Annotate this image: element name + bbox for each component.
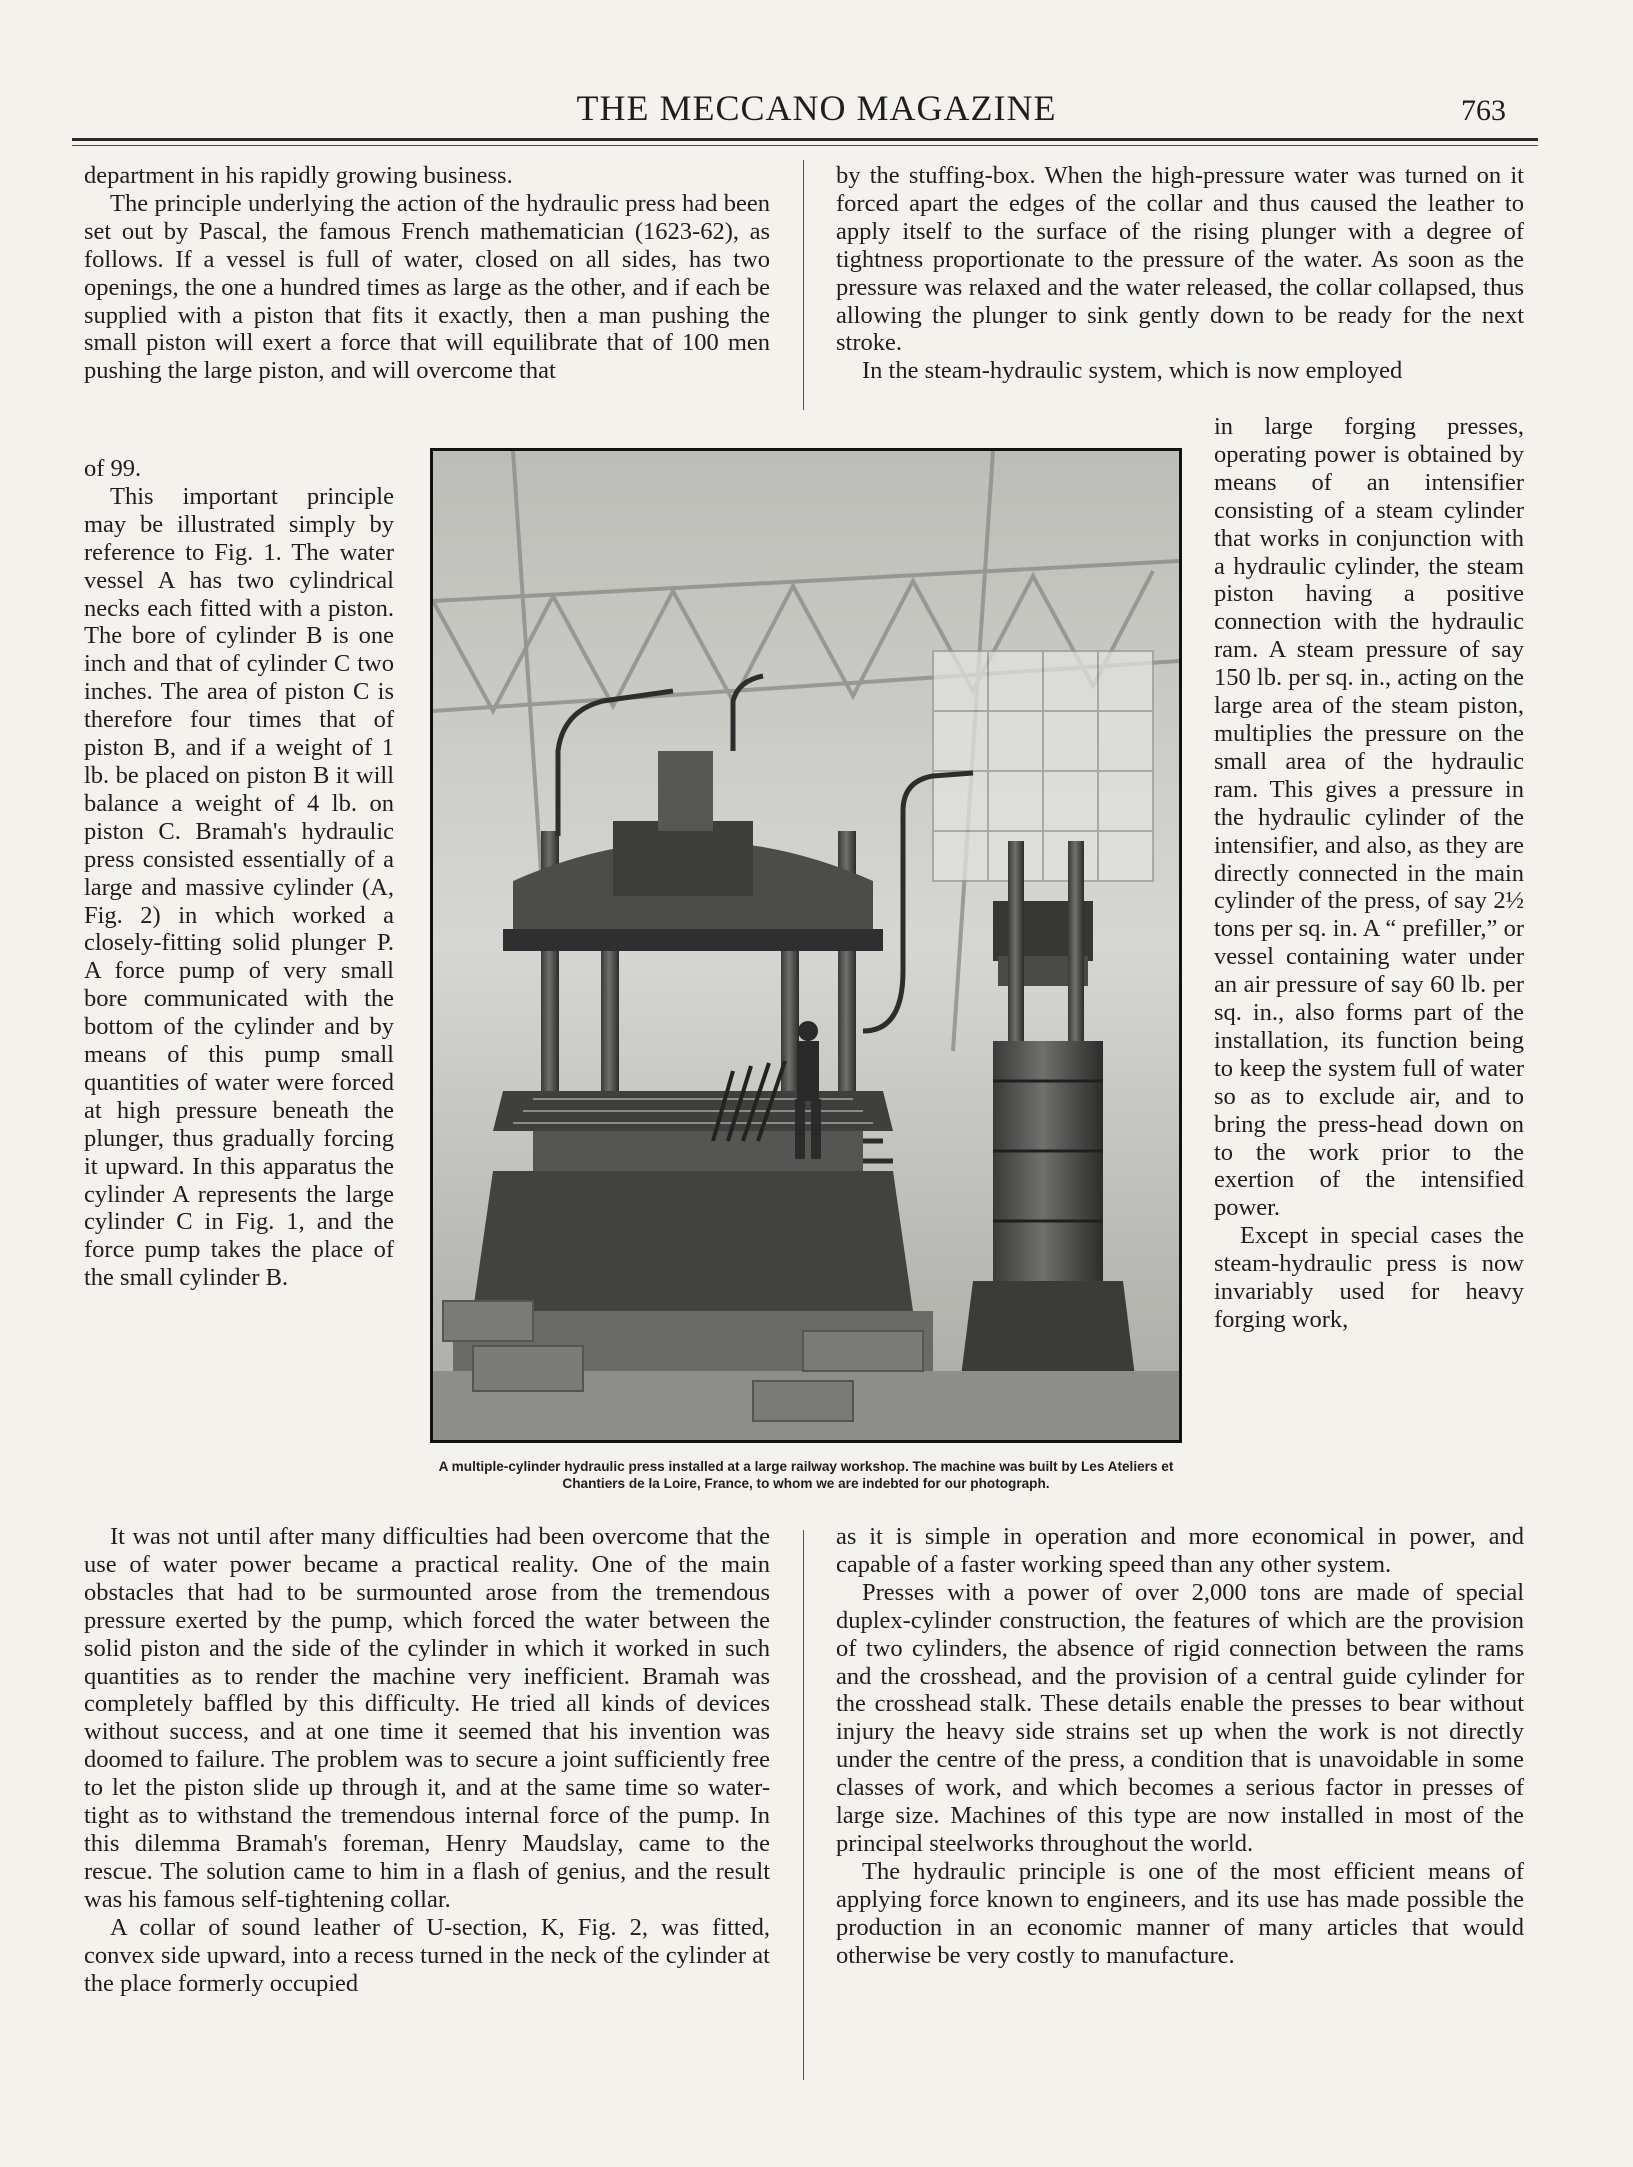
header-rule [72,138,1538,141]
paragraph: in large forging presses, operating power is obtained by means of an intensifier consisting of a steam cylinder that works in conjunction with a hydraulic cylinder, the steam piston having a positive connection with the hydraulic ram. A steam pressure of say 150 lb. per sq. in., acting on the large area of the steam piston, multiplies the pressure on the small area of the hydraulic ram. This gives a pressure in the hydraulic cylinder of the intensifier, and also, as they are directly connected in the main cylinder of the press, of say 2½ tons per sq. in. A “ prefiller,” or vessel containing water under an air pressure of say 60 lb. per sq. in., also forms part of the installation, its function being to keep the system full of water so as to exclude air, and to bring the press-head down on to the work prior to the exertion of the intensified power. [1214,413,1524,1222]
left-column-top [84,162,770,385]
paragraph: Except in special cases the steam-hydraulic press is now invariably used for heavy forging work, [1214,1222,1524,1333]
paragraph: It was not until after many difficulties had been overcome that the use of water power became a practical reality. One of the main obstacles that had to be surmounted arose from the tremendous pressure exerted by the pump, which forced the water between the solid piston and the side of the cylinder in which it worked in such quantities as to render the machine very inefficient. Bramah was completely baffled by this difficulty. He tried all kinds of devices without success, and at one time it seemed that his invention was doomed to failure. The problem was to secure a joint sufficiently free to let the piston slide up through it, and at the same time so water-tight as to withstand the tremendous internal force of the pump. In this dilemma Bramah's foreman, Henry Maudslay, came to the rescue. The solution came to him in a flash of genius, and the result was his famous self-tightening collar. [84,1523,770,1913]
page-number: 763 [1461,94,1506,127]
header-rule-thin [72,145,1538,146]
paragraph: Presses with a power of over 2,000 tons are made of special duplex-cylinder construction, the features of which are the provision of two cylinders, the absence of rigid connection between the rams and the crosshead, and the provision of a central guide cylinder for the crosshead stalk. These details enable the presses to bear without injury the heavy side strains set up when the work is not directly under the centre of the press, a condition that is unavoidable in some classes of work, and which becomes a serious factor in presses of large size. Machines of this type are now installed in most of the principal steelworks throughout the world. [836,1578,1524,1857]
column-divider-top [803,160,804,410]
right-column-narrow [1214,413,1524,1334]
hydraulic-press-photo [430,448,1182,1443]
left-column-bottom [84,1523,770,1997]
paragraph: of 99. [84,455,142,482]
paragraph: by the stuffing-box. When the high-pressure water was turned on it forced apart the edges of the collar and thus caused the leather to apply itself to the surface of the rising plunger with a degree of tightness proportionate to the pressure of the water. As soon as the pressure was relaxed and the water released, the collar collapsed, thus allowing the plunger to sink gently down to be ready for the next stroke. [836,162,1524,357]
paragraph: The hydraulic principle is one of the most efficient means of applying force known to engineers, and its use has made possible the production in an economic manner of many articles that would otherwise be very costly to manufacture. [836,1857,1524,1969]
paragraph: as it is simple in operation and more economical in power, and capable of a faster working speed than any other system. [836,1523,1524,1578]
paragraph: A collar of sound leather of U-section, K, Fig. 2, was fitted, convex side upward, into a recess turned in the neck of the cylinder at the place formerly occupied [84,1913,770,1997]
paragraph: department in his rapidly growing business. [84,162,513,189]
right-column-bottom [836,1523,1524,1970]
right-column-top [836,162,1524,385]
left-column-narrow [84,455,394,1292]
figure-caption: A multiple-cylinder hydraulic press installed at a large railway workshop. The machine was built by Les Ateliers et Chantiers de la Loire, France, to whom we are indebted for our photograph. [438,1459,1174,1491]
paragraph: This important principle may be illustrated simply by reference to Fig. 1. The water vessel A has two cylindrical necks each fitted with a piston. The bore of cylinder B is one inch and that of cylinder C two inches. The area of piston C is therefore four times that of piston B, and if a weight of 1 lb. be placed on piston B it will balance a weight of 4 lb. on piston C. Bramah's hydraulic press consisted essentially of a large and massive cylinder (A, Fig. 2) in which worked a closely-fitting solid plunger P. A force pump of very small bore communicated with the bottom of the cylinder and by means of this pump small quantities of water were forced at high pressure beneath the plunger, thus gradually forcing it upward. In this apparatus the cylinder A represents the large cylinder C in Fig. 1, and the force pump takes the place of the small cylinder B. [84,482,394,1292]
magazine-title: THE MECCANO MAGAZINE [576,88,1057,128]
column-divider-bottom [803,1530,804,2080]
paragraph: The principle underlying the action of the hydraulic press had been set out by Pascal, the famous French mathematician (1623-62), as follows. If a vessel is full of water, closed on all sides, has two openings, the one a hundred times as large as the other, and if each be supplied with a piston that fits it exactly, then a man pushing the small piston will exert a force that will equilibrate that of 100 men pushing the large piston, and will overcome that [84,189,770,385]
paragraph: In the steam-hydraulic system, which is now employed [862,357,1403,385]
